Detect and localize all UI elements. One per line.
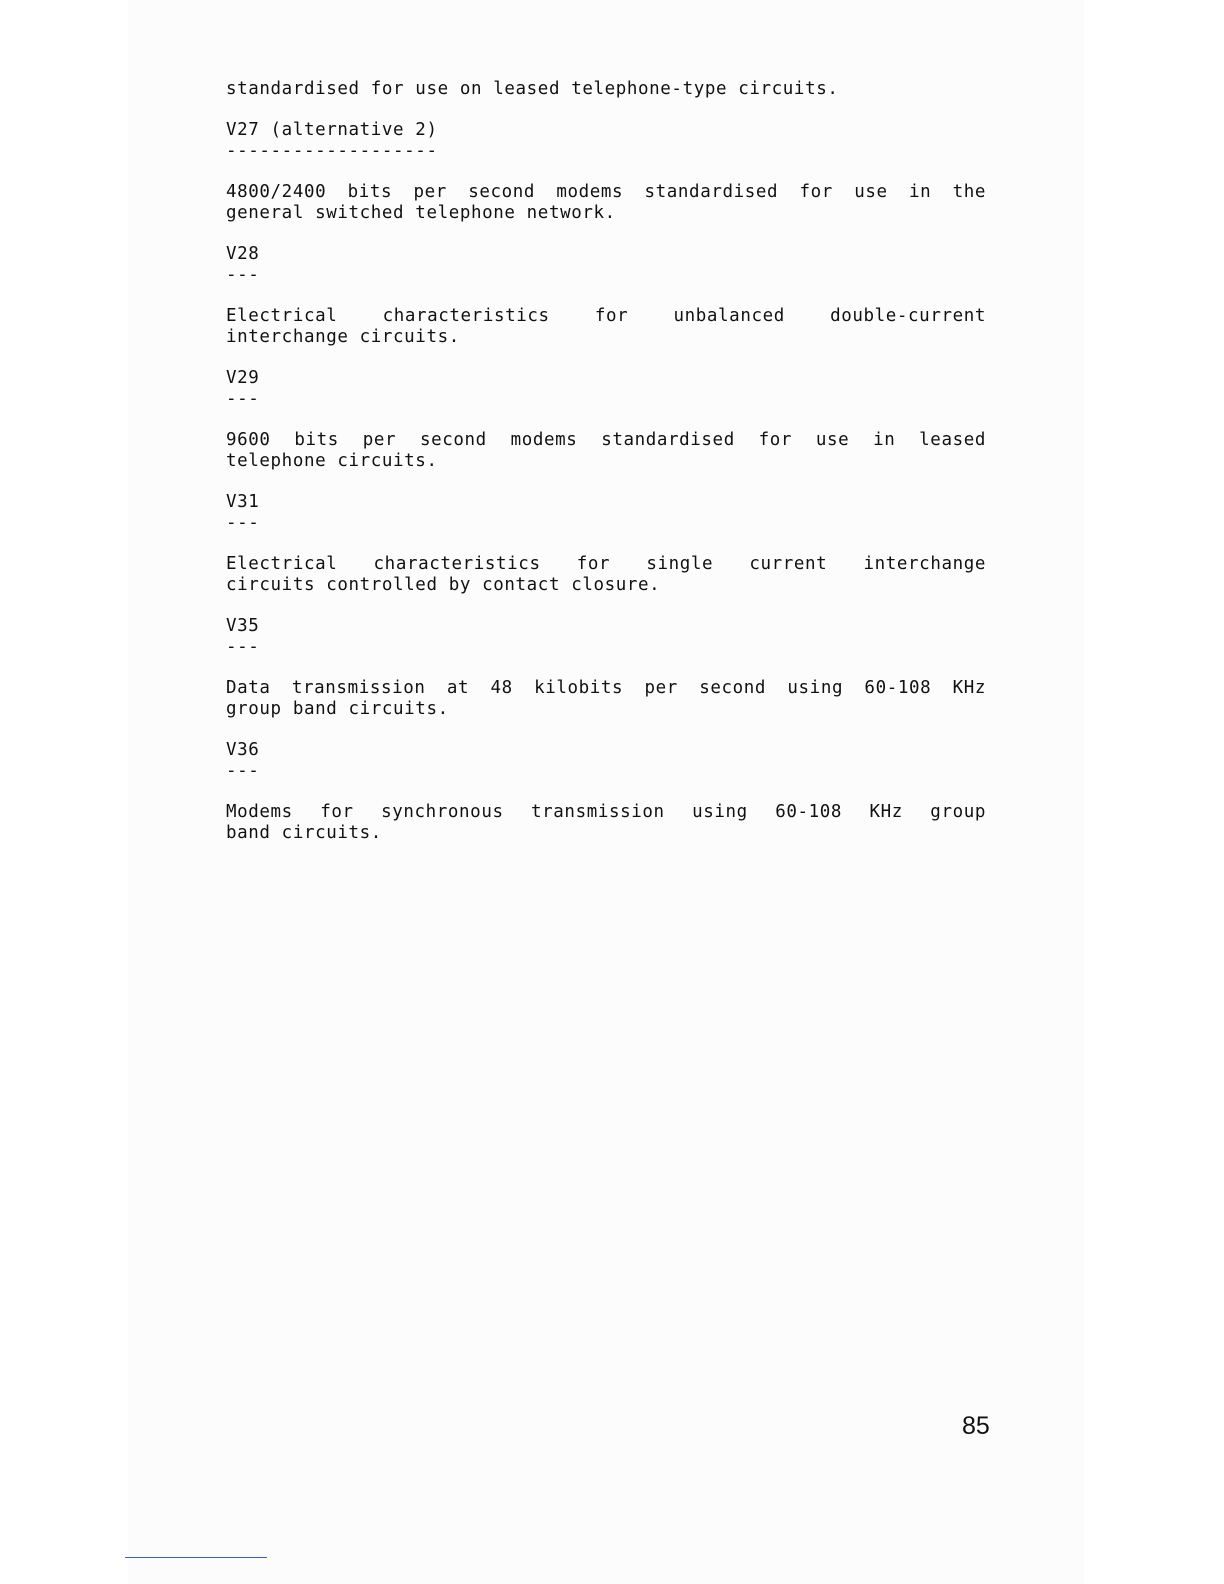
body-line: Electrical characteristics for single current interchange (226, 554, 986, 574)
body-line: telephone circuits. (226, 451, 438, 471)
section-heading-v36 (226, 740, 986, 782)
section-title: V29 (226, 368, 260, 388)
body-line: Modems for synchronous transmission using 60-108 KHz group (226, 802, 986, 822)
section-body-v28 (226, 306, 986, 348)
body-line: band circuits. (226, 823, 382, 843)
section-body-v29 (226, 430, 986, 472)
body-line: general switched telephone network. (226, 203, 616, 223)
section-underline: --- (226, 637, 260, 657)
section-underline: --- (226, 389, 260, 409)
body-line: group band circuits. (226, 699, 449, 719)
section-body-v35 (226, 678, 986, 720)
document-body (226, 79, 986, 864)
body-line: 9600 bits per second modems standardised for use in leased (226, 430, 986, 450)
intro-line: standardised for use on leased telephone-type circuits. (226, 79, 839, 99)
body-line: 4800/2400 bits per second modems standardised for use in the (226, 182, 986, 202)
section-title: V31 (226, 492, 260, 512)
intro-paragraph (226, 79, 986, 100)
body-line: circuits controlled by contact closure. (226, 575, 661, 595)
section-heading-v29 (226, 368, 986, 410)
section-underline: ------------------- (226, 141, 438, 161)
section-title: V36 (226, 740, 260, 760)
section-heading-v28 (226, 244, 986, 286)
section-title: V27 (alternative 2) (226, 120, 438, 140)
section-underline: --- (226, 513, 260, 533)
page-number: 85 (962, 1412, 990, 1440)
section-body-v36 (226, 802, 986, 844)
section-title: V28 (226, 244, 260, 264)
footer-link-rule (125, 1557, 267, 1558)
body-line: Data transmission at 48 kilobits per second using 60-108 KHz (226, 678, 986, 698)
body-line: Electrical characteristics for unbalanced double-current (226, 306, 986, 326)
section-body-v31 (226, 554, 986, 596)
section-heading-v27 (226, 120, 986, 162)
section-body-v27 (226, 182, 986, 224)
section-title: V35 (226, 616, 260, 636)
section-underline: --- (226, 761, 260, 781)
section-heading-v31 (226, 492, 986, 534)
section-heading-v35 (226, 616, 986, 658)
section-underline: --- (226, 265, 260, 285)
body-line: interchange circuits. (226, 327, 460, 347)
